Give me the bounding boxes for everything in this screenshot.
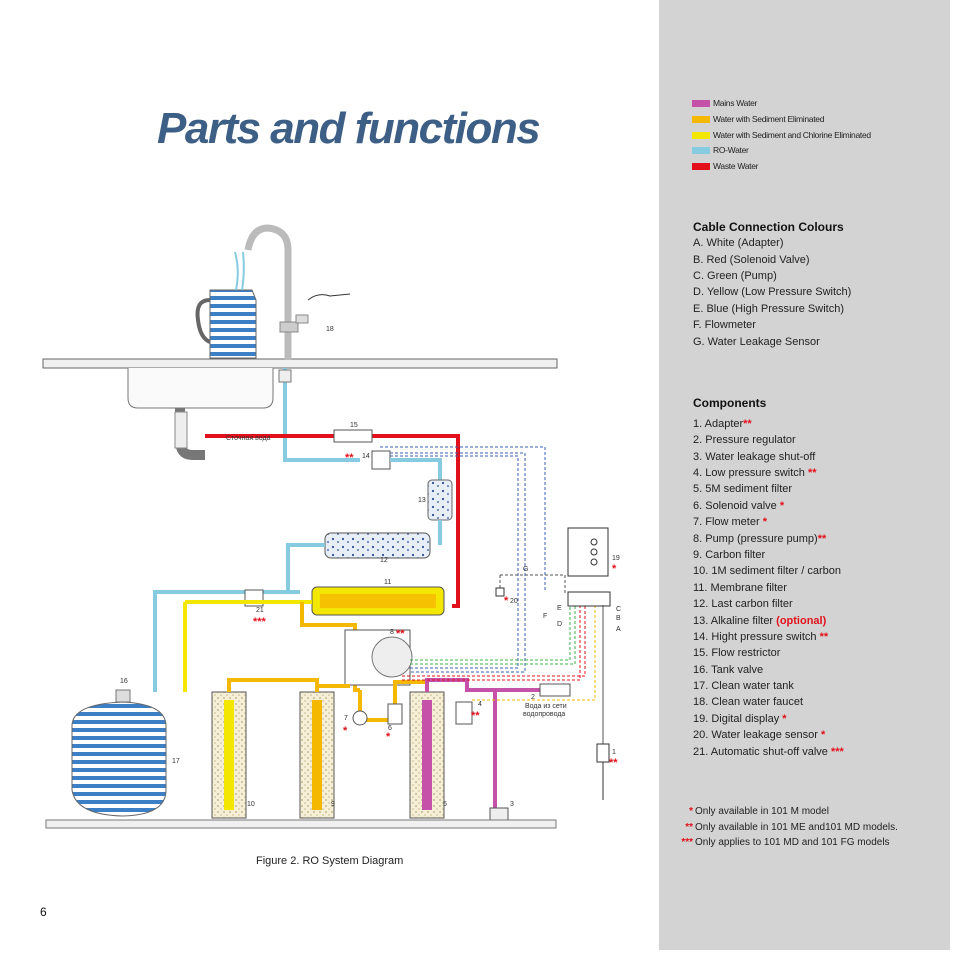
component-item: 1. Adapter** [693, 418, 752, 430]
legend-swatch [692, 147, 710, 154]
component-item: 8. Pump (pressure pump)** [693, 533, 827, 545]
filter-9 [300, 692, 335, 818]
page-number: 6 [40, 905, 47, 919]
component-item: 14. Hight pressure switch ** [693, 631, 829, 643]
label-21: 21 [256, 607, 264, 614]
cable-item: C. Green (Pump) [693, 270, 777, 282]
legend-label: Waste Water [713, 161, 759, 171]
legend-label: RO-Water [713, 145, 749, 155]
legend-label: Mains Water [713, 98, 758, 108]
cable-colours-title: Cable Connection Colours [693, 220, 844, 234]
cable-item: G. Water Leakage Sensor [693, 336, 820, 348]
label-5: 5 [443, 801, 447, 808]
footnote: * Only available in 101 M model [689, 806, 829, 817]
label-3: 3 [510, 801, 514, 808]
label-G: G [523, 566, 529, 573]
figure-caption: Figure 2. RO System Diagram [256, 855, 404, 867]
clean-water-tank [72, 678, 180, 816]
component-item: 11. Membrane filter [693, 582, 787, 594]
legend-swatch [692, 132, 710, 139]
label-1: 1 [612, 749, 616, 756]
mains-label-1: Вода из сети [525, 703, 567, 710]
stars-6: * [386, 731, 391, 743]
component-item: 10. 1M sediment filter / carbon [693, 565, 841, 577]
filter-5 [410, 692, 447, 818]
digital-display [568, 528, 620, 576]
label-15: 15 [350, 422, 358, 429]
label-7: 7 [344, 715, 348, 722]
cable-item: E. Blue (High Pressure Switch) [693, 303, 844, 315]
mains-label-2: водопровода [523, 711, 566, 718]
component-item: 6. Solenoid valve * [693, 500, 785, 512]
component-item: 2. Pressure regulator [693, 434, 796, 446]
component-item: 3. Water leakage shut-off [693, 451, 816, 463]
label-2: 2 [531, 694, 535, 701]
label-9: 9 [331, 801, 335, 808]
component-item: 9. Carbon filter [693, 549, 766, 561]
component-item: 7. Flow meter * [693, 516, 767, 528]
label-6: 6 [388, 725, 392, 732]
label-E: E [557, 605, 562, 612]
label-14: 14 [362, 453, 370, 460]
stars-4: ** [471, 710, 480, 722]
component-item: 4. Low pressure switch ** [693, 467, 817, 479]
component-item: 17. Clean water tank [693, 680, 794, 692]
legend-swatch [692, 100, 710, 107]
label-F: F [543, 613, 548, 620]
legend-swatch [692, 116, 710, 123]
stars-20: * [504, 595, 509, 607]
label-17: 17 [172, 758, 180, 765]
component-item: 18. Clean water faucet [693, 696, 804, 708]
stars-1: ** [609, 757, 618, 769]
stars-14: ** [345, 452, 354, 464]
label-20: 20 [510, 598, 518, 605]
cable-item: F. Flowmeter [693, 319, 756, 331]
component-item: 12. Last carbon filter [693, 598, 793, 610]
component-item: 19. Digital display * [693, 713, 787, 725]
label-12: 12 [380, 557, 388, 564]
label-8: 8 [390, 629, 394, 636]
legend-swatch [692, 163, 710, 170]
cable-item: A. White (Adapter) [693, 237, 784, 249]
label-11: 11 [384, 579, 392, 586]
drain-label: Сточная вода [226, 435, 271, 442]
component-item: 13. Alkaline filter (optional) [693, 615, 827, 627]
cable-item: B. Red (Solenoid Valve) [693, 254, 810, 266]
label-10: 10 [247, 801, 255, 808]
label-18: 18 [326, 326, 334, 333]
component-item: 5. 5M sediment filter [693, 483, 793, 495]
legend-label: Water with Sediment and Chlorine Eliminated [713, 130, 871, 140]
label-19: 19 [612, 555, 620, 562]
footnote: *** Only applies to 101 MD and 101 FG models [681, 837, 890, 848]
components-title: Components [693, 396, 767, 410]
legend-label: Water with Sediment Eliminated [713, 114, 825, 124]
footnote: ** Only available in 101 ME and101 MD models. [685, 822, 898, 833]
filter-10 [212, 692, 255, 818]
label-C: C [616, 606, 622, 613]
component-item: 21. Automatic shut-off valve *** [693, 746, 844, 758]
component-item: 20. Water leakage sensor * [693, 729, 826, 741]
sink [43, 359, 557, 455]
component-item: 15. Flow restrictor [693, 647, 781, 659]
label-13: 13 [418, 497, 426, 504]
water-pitcher [198, 252, 257, 358]
label-B: B [616, 615, 621, 622]
stars-21: *** [253, 616, 266, 628]
waste-water-line [205, 422, 458, 606]
page-title: Parts and functions [157, 104, 540, 153]
cable-item: D. Yellow (Low Pressure Switch) [693, 286, 852, 298]
label-D: D [557, 621, 563, 628]
component-item: 16. Tank valve [693, 664, 764, 676]
stars-8: ** [396, 628, 405, 640]
label-4: 4 [478, 701, 482, 708]
stars-19: * [612, 563, 617, 575]
clean-water-faucet [248, 228, 350, 360]
label-A: A [616, 626, 621, 633]
stars-7: * [343, 725, 348, 737]
label-16: 16 [120, 678, 128, 685]
